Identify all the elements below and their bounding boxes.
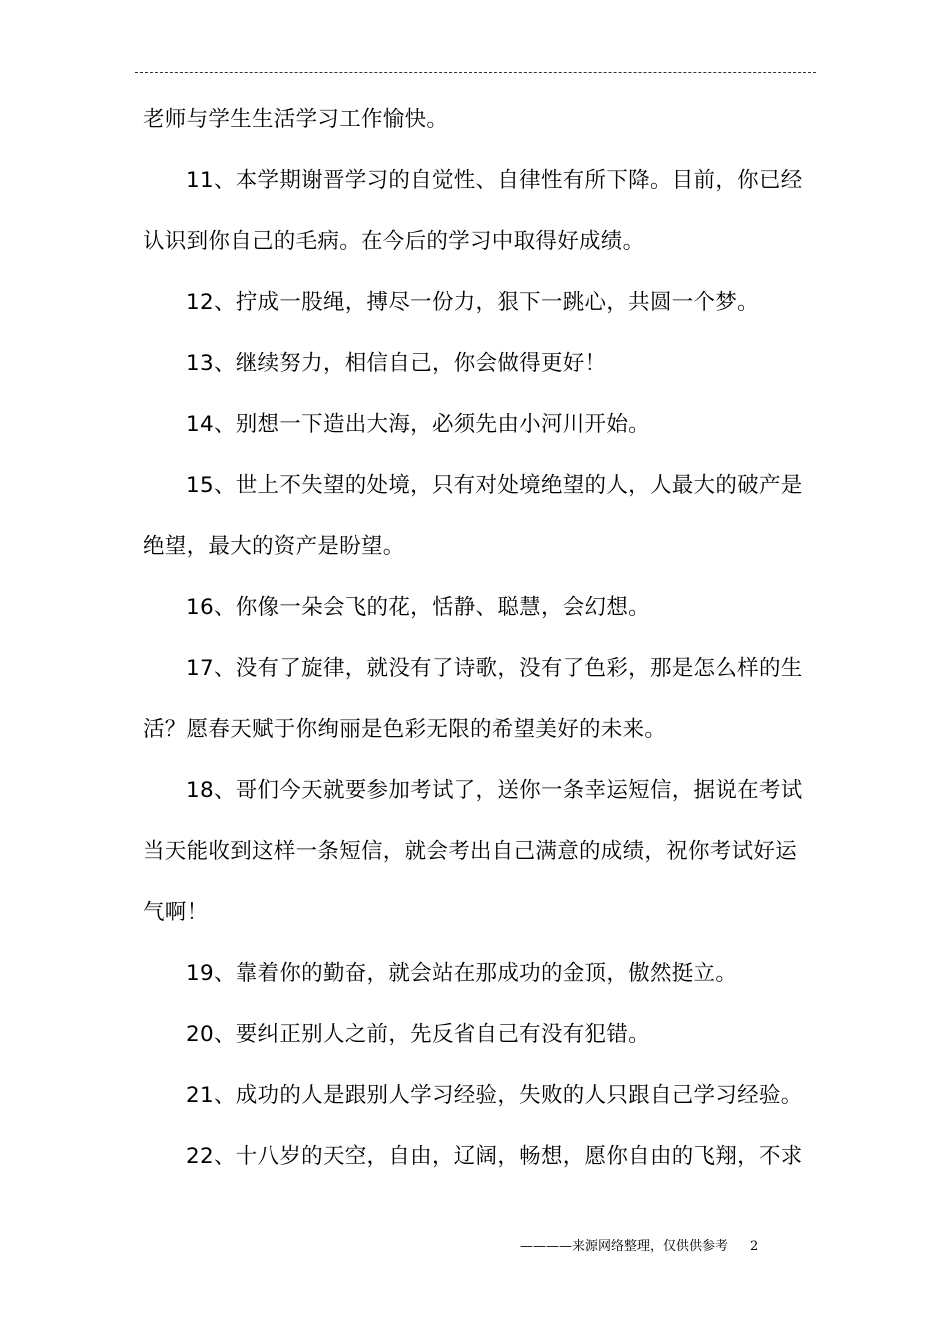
document-body <box>143 104 815 1202</box>
paragraph <box>143 653 815 745</box>
paragraph <box>143 775 815 928</box>
paragraph-line: 18、哥们今天就要参加考试了，送你一条幸运短信，据说在考试 <box>186 778 803 803</box>
paragraph-line: 老师与学生生活学习工作愉快。 <box>143 107 449 132</box>
paragraph <box>143 287 815 318</box>
paragraph <box>143 409 815 440</box>
footer-source-note: ————来源网络整理，仅供供参考 <box>520 1239 729 1254</box>
page-footer <box>520 1235 758 1254</box>
paragraph-line: 绝望，最大的资产是盼望。 <box>143 534 405 559</box>
paragraph <box>143 1080 815 1111</box>
paragraph-line: 19、靠着你的勤奋，就会站在那成功的金顶，傲然挺立。 <box>186 961 738 986</box>
paragraph <box>143 958 815 989</box>
paragraph-line: 13、继续努力，相信自己，你会做得更好！ <box>186 351 607 376</box>
paragraph-line: 12、拧成一股绳，搏尽一份力，狠下一跳心，共圆一个梦。 <box>186 290 759 315</box>
paragraph <box>143 1141 815 1172</box>
paragraph-line: 11、本学期谢晋学习的自觉性、自律性有所下降。目前，你已经 <box>186 168 803 193</box>
paragraph <box>143 104 815 135</box>
paragraph-line: 气啊！ <box>143 900 209 925</box>
paragraph <box>143 348 815 379</box>
paragraph <box>143 592 815 623</box>
paragraph-line: 14、别想一下造出大海，必须先由小河川开始。 <box>186 412 650 437</box>
paragraph-line: 21、成功的人是跟别人学习经验，失败的人只跟自己学习经验。 <box>186 1083 803 1108</box>
paragraph-line: 15、世上不失望的处境，只有对处境绝望的人，人最大的破产是 <box>186 473 803 498</box>
paragraph-line: 17、没有了旋律，就没有了诗歌，没有了色彩，那是怎么样的生 <box>186 656 803 681</box>
page-number: 2 <box>750 1239 759 1254</box>
paragraph-line: 当天能收到这样一条短信，就会考出自己满意的成绩，祝你考试好运 <box>143 839 798 864</box>
paragraph <box>143 1019 815 1050</box>
paragraph-line: 20、要纠正别人之前，先反省自己有没有犯错。 <box>186 1022 650 1047</box>
header-divider <box>135 72 816 73</box>
paragraph-line: 活？愿春天赋于你绚丽是色彩无限的希望美好的未来。 <box>143 717 667 742</box>
paragraph <box>143 470 815 562</box>
paragraph-line: 16、你像一朵会飞的花，恬静、聪慧，会幻想。 <box>186 595 650 620</box>
paragraph-line: 22、十八岁的天空，自由，辽阔，畅想，愿你自由的飞翔，不求 <box>186 1144 803 1169</box>
paragraph-line: 认识到你自己的毛病。在今后的学习中取得好成绩。 <box>143 229 645 254</box>
paragraph <box>143 165 815 257</box>
